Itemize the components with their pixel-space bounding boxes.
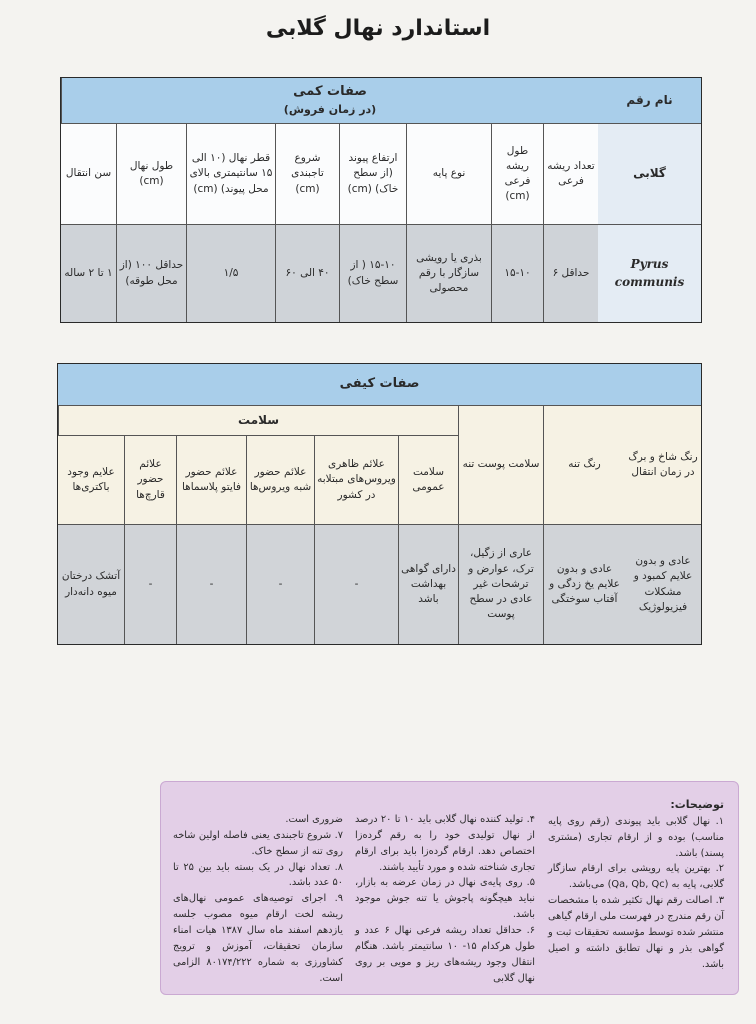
note-item: ۴. تولید کننده نهال گلابی باید ۱۰ تا ۲۰ درصد از نهال تولیدی خود را به رقم گرده‌زا اختصاص دهد. ارقام گرده‌زا باید برای ارقام تجاری شناخته شده و مورد تأیید باشند. bbox=[355, 814, 535, 873]
value-bark-health: عاری از زگیل، ترک، عوارض و ترشحات غیر عادی در سطح پوست bbox=[458, 525, 543, 644]
value-canopy-start: ۴۰ الی ۶۰ bbox=[275, 225, 339, 322]
col-bark-health: سلامت پوست تنه bbox=[458, 406, 543, 525]
value-root-count: حداقل ۶ bbox=[543, 225, 598, 322]
value-transfer-age: ۱ تا ۲ ساله bbox=[61, 225, 116, 322]
col-seedling-diameter: قطر نهال (۱۰ الی ۱۵ سانتیمتری بالای محل پیوند) (cm) bbox=[186, 124, 275, 225]
col-bacteria-symptoms: علایم وجود باکتری‌ها bbox=[58, 436, 124, 525]
notes-column-middle bbox=[355, 812, 535, 986]
value-general-health: دارای گواهی بهداشت باشد bbox=[398, 525, 458, 644]
quantitative-table bbox=[60, 77, 702, 323]
qualitative-table bbox=[57, 363, 702, 645]
value-graft-height: ۱۵-۱۰ ( از سطح خاک) bbox=[339, 225, 406, 322]
notes-title: توضیحات: bbox=[670, 798, 724, 811]
col-general-health: سلامت عمومی bbox=[398, 436, 458, 525]
note-item: ۶. حداقل تعداد ریشه فرعی نهال ۶ عدد و طول هرکدام ۱۵- ۱۰ سانتیمتر باشد. هنگام انتقال وجود ریشه‌های ریز و مویی بر روی نهال گلابی bbox=[355, 925, 535, 984]
health-group-header: سلامت bbox=[58, 406, 458, 436]
note-item: ۹. اجرای توصیه‌های عمومی نهال‌های ریشه لخت ارقام میوه مصوب جلسه یازدهم اسفند ماه سال ۱۳۸۷ هیات امناء سازمان تحقیقات، آموزش و ترویج کشاورزی به شماره ۸۰۱۷۴/۲۲۲ الزامی است. bbox=[173, 893, 343, 984]
value-seedling-diameter: ۱/۵ bbox=[186, 225, 275, 322]
variety-header: نام رقم bbox=[598, 78, 701, 124]
value-virus-symptoms: - bbox=[314, 525, 398, 644]
col-transfer-age: سن انتقال bbox=[61, 124, 116, 225]
col-root-count: تعداد ریشه فرعی bbox=[543, 124, 598, 225]
value-fungi-symptoms: - bbox=[124, 525, 176, 644]
value-rootstock-type: بذری یا رویشی سازگار با رقم محصولی bbox=[406, 225, 491, 322]
col-canopy-start: شروع تاجبندی (cm) bbox=[275, 124, 339, 225]
page-title: استاندارد نهال گلابی bbox=[265, 16, 491, 41]
col-graft-height: ارتفاع پیوند (از سطح خاک) (cm) bbox=[339, 124, 406, 225]
quantitative-section-title: صفات کمی bbox=[293, 84, 367, 100]
col-virus-symptoms: علائم ظاهری ویروس‌های مبتلابه در کشور bbox=[314, 436, 398, 525]
col-viroid-symptoms: علائم حضور شبه ویروس‌ها bbox=[246, 436, 314, 525]
quantitative-section-subtitle: (در زمان فروش) bbox=[283, 102, 377, 116]
value-viroid-symptoms: - bbox=[246, 525, 314, 644]
col-phytoplasma-symptoms: علائم حضور فایتو پلاسماها bbox=[176, 436, 246, 525]
value-trunk-color: عادی و بدون علایم یخ زدگی و آفتاب سوختگی bbox=[543, 525, 625, 644]
col-seedling-length: طول نهال (cm) bbox=[116, 124, 186, 225]
value-seedling-length: حداقل ۱۰۰ (از محل طوقه) bbox=[116, 225, 186, 322]
note-item: ۲. بهترین پایه رویشی برای ارقام سازگار گلابی، پایه به (Qa, Qb, Qc) می‌باشد. bbox=[548, 863, 724, 891]
col-rootstock-type: نوع پایه bbox=[406, 124, 491, 225]
quantitative-section-header bbox=[61, 78, 598, 124]
value-phytoplasma-symptoms: - bbox=[176, 525, 246, 644]
notes-column-left bbox=[173, 812, 343, 986]
variety-name-latin: Pyrus communis bbox=[598, 225, 701, 322]
col-root-length: طول ریشه فرعی (cm) bbox=[491, 124, 543, 225]
note-item: ۸. تعداد نهال در یک بسته باید بین ۲۵ تا ۵۰ عدد باشد. bbox=[173, 861, 343, 889]
note-item: ۷. شروع تاجبندی یعنی فاصله اولین شاخه روی تنه از سطح خاک. bbox=[173, 829, 343, 857]
notes-column-right bbox=[548, 796, 724, 972]
value-root-length: ۱۵-۱۰ bbox=[491, 225, 543, 322]
value-bacteria-symptoms: آتشک درختان میوه دانه‌دار bbox=[58, 525, 124, 644]
variety-name-fa: گلابی bbox=[598, 124, 701, 225]
note-item: ۳. اصالت رقم نهال تکثیر شده با مشخصات آن رقم مندرج در فهرست ملی ارقام گیاهی منتشر شده توسط مؤسسه تحقیقات ثبت و گواهی بذر و نهال تطابق داشته و اصیل باشد. bbox=[548, 895, 724, 970]
col-leaf-color: رنگ شاخ و برگ در زمان انتقال bbox=[625, 406, 701, 525]
value-leaf-color: عادی و بدون علایم کمبود و مشکلات فیزیولوژیک bbox=[625, 525, 701, 644]
note-item: ۱. نهال گلابی باید پیوندی (رقم روی پایه مناسب) بوده و از ارقام تجاری (مشتری پسند) باشد. bbox=[548, 815, 724, 859]
col-fungi-symptoms: علائم حضور قارچ‌ها bbox=[124, 436, 176, 525]
notes-box bbox=[160, 781, 739, 995]
qualitative-section-title: صفات کیفی bbox=[58, 364, 701, 406]
col-trunk-color: رنگ تنه bbox=[543, 406, 625, 525]
note-item: ۵. روی پایه‌ی نهال در زمان عرضه به بازار، نباید هیچگونه پاجوش یا تنه جوش موجود باشد. bbox=[355, 877, 535, 921]
note-item: ضروری است. bbox=[285, 814, 343, 825]
